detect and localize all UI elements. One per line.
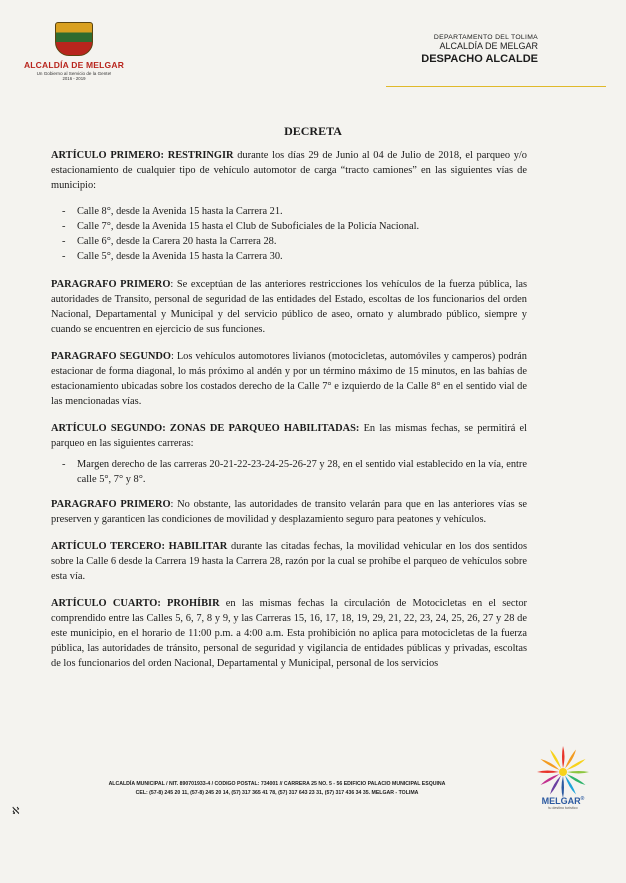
paragraph-text: : No obstante, las autoridades de transito velarán para que en las anteriores vías se preserven y garanticen las condiciones de movilidad y desplazamiento seguro para peatones y vehículos. (51, 499, 528, 525)
header-divider (386, 86, 606, 87)
parking-item (51, 457, 527, 487)
list-item: - Calle 7°, desde la Avenida 15 hasta el Club de Suboficiales de la Policía Nacional. (51, 219, 527, 234)
list-item: - Calle 5°, desde la Avenida 15 hasta la Carrera 30. (51, 249, 527, 264)
list-item: - Calle 8°, desde la Avenida 15 hasta la Carrera 21. (51, 204, 527, 219)
coat-of-arms-icon (55, 22, 93, 56)
paragraph-second (51, 349, 527, 409)
list-item: - Calle 6°, desde la Carera 20 hasta la Carrera 28. (51, 234, 527, 249)
melgar-name: MELGAR (541, 796, 581, 806)
article-fourth (51, 596, 527, 671)
article-text: en las mismas fechas la circulación de Motocicletas en el sector comprendido entre las Calles 5, 6, 7, 8 y 9, y las Carreras 15, 16, 17, 18, 19, 29, 21, 22, 23, 24, 25, 26, 27 y 28 de este municipio, en el horario de 11:00 p.m. a 4:00 a.m. Esta prohibición no aplica para motocicletas de la fuerza pública, las autoridades de tránsito, personal de seguridad y vigilancia de entidades públicas y privadas, escoltas de los funcionarios del orden Nacional, Departamental y Municipal, personal de los servicios (51, 598, 527, 669)
article-text: durante los días 29 de Junio al 04 de Julio de 2018, el parqueo y/o estacionamiento de cualquier tipo de vehículo automotor de carga “tracto camiones” en las siguientes vías de municipio: (51, 150, 527, 191)
melgar-wordmark (530, 796, 596, 806)
office-name: DESPACHO ALCALDE (421, 53, 538, 65)
paragraph-label: PARAGRAFO PRIMERO (51, 279, 171, 290)
article-text: En las mismas fechas, se permitirá el parqueo en las siguientes carreras: (51, 423, 528, 449)
logo-years: 2016 - 2019 (62, 76, 86, 81)
article-text: durante las citadas fechas, la movilidad vehicular en los dos sentidos sobre la Calle 6 desde la Carrera 19 hasta la Carrera 28, razón por la cual se prohíbe el parqueo de vehículos sobre esta vía. (51, 541, 527, 582)
page-footer (22, 780, 532, 798)
paragraph-label: PARAGRAFO SEGUNDO (51, 351, 171, 362)
article-label: ARTÍCULO SEGUNDO: ZONAS DE PARQUEO HABILITADAS: (51, 423, 360, 434)
street-list (51, 204, 527, 264)
department-name: DEPARTAMENTO DEL TOLIMA (433, 34, 538, 41)
alcaldia-name: ALCALDÍA DE MELGAR (439, 41, 538, 51)
article-label: ARTÍCULO TERCERO: HABILITAR (51, 541, 228, 552)
melgar-tagline: tu destino turístico (548, 806, 578, 810)
registered-mark: ® (580, 796, 585, 802)
decree-title: DECRETA (284, 124, 342, 138)
paragraph-first-b (51, 497, 527, 527)
article-first (51, 148, 527, 193)
paragraph-text: : Se exceptúan de las anteriores restricciones los vehículos de la fuerza pública, las autoridades de Transito, personal de seguridad de las entidades del Estado, escoltas de los funcionarios del orden Nacional, Departamental y Municipal y del servicio público de aseo, ornato y alumbrado público, siempre y cuando se encuentren en ejercicio de sus funciones. (51, 279, 527, 335)
logo-title: ALCALDÍA DE MELGAR (23, 60, 125, 70)
paragraph-text: : Los vehículos automotores livianos (motocicletas, automóviles y camperos) podrán estacionar de forma diagonal, lo más próximo al andén y por un término máximo de 15 minutos, en las bahías de estacionamiento ubicadas sobre los costados derecho de la Calle 7° e izquierdo de la Calle 8° en el sentido vial de las mencionadas vías. (51, 351, 527, 407)
article-third (51, 539, 527, 584)
article-second (51, 421, 527, 451)
logo-tagline: Un Gobierno al Servicio de la Gente! (36, 71, 112, 76)
article-label: ARTÍCULO CUARTO: PROHÍBIR (51, 598, 220, 609)
alcaldia-logo (18, 22, 130, 81)
sunburst-icon (533, 742, 593, 798)
handwritten-mark: ℵ (12, 806, 20, 817)
footer-phones: CEL: (57-8) 245 20 11, (57-8) 245 20 14, (57) 317 365 41 78, (57) 317 643 23 31, (57) 317 436 34 35. MELGAR - TOLIMA (135, 790, 419, 796)
paragraph-label: PARAGRAFO PRIMERO (51, 499, 171, 510)
article-label: ARTÍCULO PRIMERO: RESTRINGIR (51, 150, 234, 161)
decree-body (51, 148, 527, 683)
department-header (421, 34, 538, 65)
footer-address: ALCALDÍA MUNICIPAL / NIT. 890701933-4 / CODIGO POSTAL: 734001 // CARRERA 25 NO. 5 - 56 EDIFICIO PALACIO MUNICIPAL ESQUINA (108, 781, 446, 787)
paragraph-first (51, 277, 527, 337)
melgar-brand-logo (530, 742, 596, 810)
list-item: - Margen derecho de las carreras 20-21-22-23-24-25-26-27 y 28, en el sentido vial establecido en la vía, entre calle 5°, 7° y 8°. (51, 457, 527, 487)
